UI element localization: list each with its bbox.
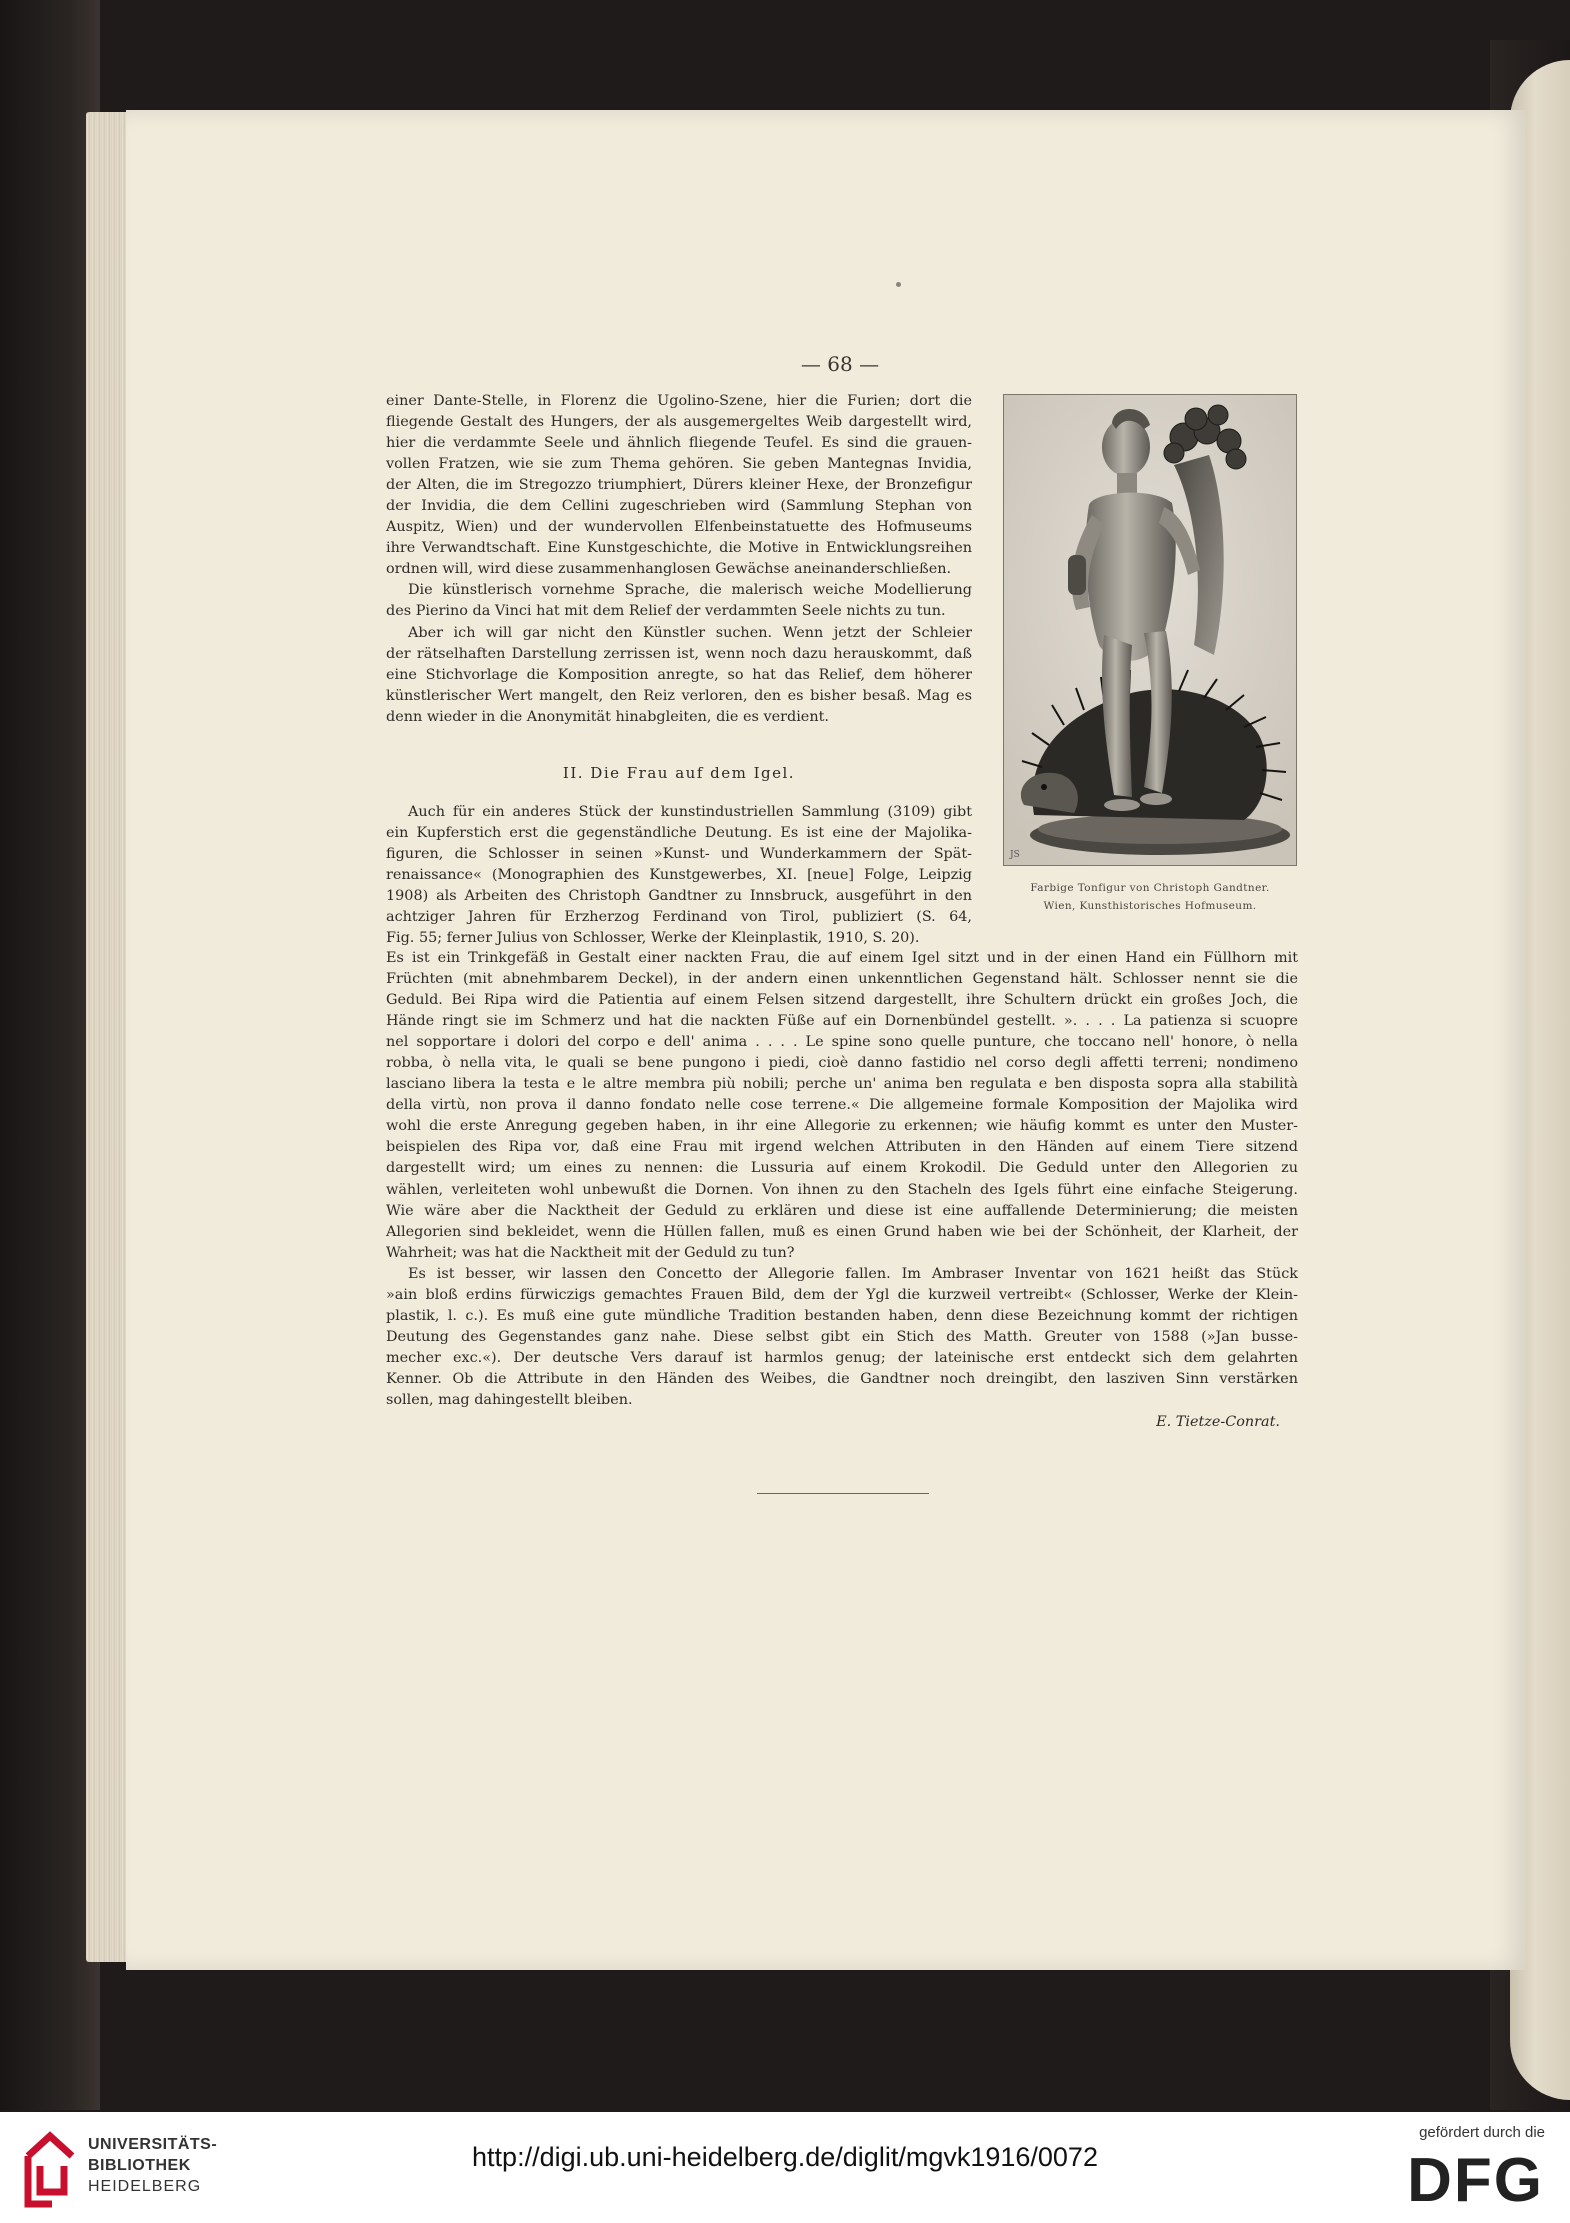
text-line: »ain bloß erdins fürwiczigs gemachtes Frauen Bild, dem der Ygl die kurzweil vertreibt« (Schlosser, Werke der Klein- — [386, 1286, 1298, 1303]
author-signature: E. Tietze-Conrat. — [1156, 1414, 1280, 1430]
text-line: Allegorien sind bekleidet, wenn die Hüllen fallen, muß es einen Grund haben wie bei der Schönheit, der Klarheit, der — [386, 1223, 1298, 1240]
text-line: fliegende Gestalt des Hungers, der als ausgemergeltes Weib dargestellt wird, — [386, 414, 972, 431]
text-line: hier die verdammte Seele und ähnlich fliegende Teufel. Es sind die grauen- — [386, 435, 972, 452]
text-line: 1908) als Arbeiten des Christoph Gandtner zu Innsbruck, ausgeführt in den — [386, 888, 972, 905]
text-line: Auspitz, Wien) und der wundervollen Elfenbeinstatuette des Hofmuseums — [386, 519, 972, 536]
text-line: beispielen des Ripa vor, daß eine Frau mit irgend welchen Attributen in den Händen auf einem Tiere sitzend — [386, 1139, 1298, 1156]
text-line: Hände ringt sie im Schmerz und hat die nackten Füße auf ein Dornenbündel gestellt. ». . . . La patienza si scuopre — [386, 1013, 1298, 1030]
article-column-top — [386, 391, 972, 728]
text-line: Es ist besser, wir lassen den Concetto der Allegorie fallen. Im Ambraser Inventar von 1621 heißt das Stück — [408, 1265, 1298, 1282]
page-number: — 68 — — [800, 352, 880, 376]
text-line: Deutung des Gegenstandes ganz nahe. Diese selbst gibt ein Stich des Matth. Greuter von 1588 (»Jan busse- — [386, 1328, 1298, 1345]
sculpture-figure-image — [1004, 395, 1296, 865]
text-line: der rätselhaften Darstellung zerrissen ist, wenn noch dazu herauskommt, daß — [386, 645, 972, 662]
text-line: della virtù, non prova il danno fondato nelle cose terrene.« Die allgemeine formale Komposition der Majolika wird — [386, 1097, 1298, 1114]
text-line: wohl die erste Anregung gegeben haben, in ihr eine Allegorie zu erkennen; wie häufig kommt es unter den Muster- — [386, 1118, 1298, 1135]
text-line: der Alten, die im Stregozzo triumphiert, Dürers kleiner Hexe, der Bronzefigur — [386, 477, 972, 494]
paper-speck — [896, 282, 901, 287]
text-line: ihre Verwandtschaft. Eine Kunstgeschichte, die Motive in Entwicklungsreihen — [386, 540, 972, 557]
text-line: robba, ò nella vita, le quali se bene pungono i piedi, cioè danno fastidio nel corso degli affetti terreni; nondimeno — [386, 1055, 1298, 1072]
library-name-line-1[interactable]: UNIVERSITÄTS- — [88, 2136, 218, 2153]
text-line: Fig. 55; ferner Julius von Schlosser, Werke der Kleinplastik, 1910, S. 20). — [386, 930, 920, 947]
text-line: lasciano libera la testa e le altre membra più nobili; perche un' anima ben regulata e ben disposta sopra alla stabilità — [386, 1076, 1298, 1093]
end-rule — [757, 1493, 929, 1494]
text-line: renaissance« (Monographien des Kunstgewerbes, XI. [neue] Folge, Leipzig — [386, 867, 972, 884]
scan-left-margin — [0, 0, 100, 2110]
text-line: sollen, mag dahingestellt bleiben. — [386, 1391, 633, 1408]
text-line: einer Dante-Stelle, in Florenz die Ugolino-Szene, hier die Furien; dort die — [386, 393, 972, 409]
plate-mark: JS — [1010, 850, 1020, 860]
library-footer — [0, 2112, 1570, 2223]
text-line: Es ist ein Trinkgefäß in Gestalt einer nackten Frau, die auf einem Igel sitzt und in der einen Hand ein Füllhorn mit — [386, 950, 1298, 966]
text-line: Früchten (mit abnehmbarem Deckel), in der andern einen unkenntlichen Gegenstand hält. Schlosser nennt sie die — [386, 971, 1298, 988]
text-line: plastik, l. c.). Es muß eine gute mündliche Tradition bestanden haben, denn diese Bezeichnung kommt der richtigen — [386, 1307, 1298, 1324]
library-name-line-3[interactable]: HEIDELBERG — [88, 2178, 202, 2195]
text-line: wählen, verleiteten wohl unbewußt die Dornen. Von ihnen zu den Stacheln des Igels führt eine einfache Steigerung. — [386, 1181, 1298, 1198]
text-line: der Invidia, die dem Cellini zugeschrieben wird (Sammlung Stephan von — [386, 498, 972, 515]
sculpture-photograph — [1003, 394, 1297, 866]
text-line: Auch für ein anderes Stück der kunstindustriellen Sammlung (3109) gibt — [408, 804, 972, 820]
text-line: vollen Fratzen, wie sie zum Thema gehören. Sie geben Mantegnas Invidia, — [386, 456, 972, 473]
text-line: Die künstlerisch vornehme Sprache, die malerisch weiche Modellierung — [408, 582, 972, 599]
text-line: Wahrheit; was hat die Nacktheit mit der Geduld zu tun? — [386, 1244, 795, 1261]
text-line: Kenner. Ob die Attribute in den Händen des Weibes, die Gandtner noch dreingibt, den lasziven Sinn verstärken — [386, 1370, 1298, 1387]
article-column-section-two — [386, 802, 972, 949]
text-line: achtziger Jahren für Erzherzog Ferdinand von Tirol, publiziert (S. 64, — [386, 909, 972, 926]
figure-caption-line-1: Farbige Tonfigur von Christoph Gandtner. — [1030, 882, 1270, 894]
text-line: Wie wäre aber die Nacktheit der Geduld zu erklären und diese ist eine auffallende Determinierung; die meisten — [386, 1202, 1298, 1219]
text-line: mecher exc.«). Der deutsche Vers darauf ist harmlos genug; der lateinische erst entdeckt sich dem gelahrten — [386, 1349, 1298, 1366]
text-line: Aber ich will gar nicht den Künstler suchen. Wenn jetzt der Schleier — [408, 624, 972, 641]
permalink-url[interactable]: http://digi.ub.uni-heidelberg.de/diglit/mgvk1916/0072 — [472, 2142, 1098, 2172]
figure-caption-line-2: Wien, Kunsthistorisches Hofmuseum. — [1043, 900, 1257, 912]
text-line: figuren, die Schlosser in seinen »Kunst- und Wunderkammern der Spät- — [386, 846, 972, 863]
dfg-logo[interactable]: DFG — [1407, 2146, 1544, 2215]
article-body-full-width — [386, 948, 1298, 1411]
library-name-line-2[interactable]: BIBLIOTHEK — [88, 2157, 191, 2174]
text-line: denn wieder in die Anonymität hinabgleiten, die es verdient. — [386, 708, 829, 725]
text-line: nel sopportare i dolori del corpo e dell' anima . . . . Le spine sono quelle punture, che toccano nell' honore, ò nella — [386, 1034, 1298, 1051]
section-heading: II. Die Frau auf dem Igel. — [562, 764, 796, 782]
text-line: Geduld. Bei Ripa wird die Patientia auf einem Felsen sitzend dargestellt, ihre Schultern drückt ein großes Joch, die — [386, 992, 1298, 1009]
text-line: künstlerischer Wert mangelt, den Reiz verloren, den es bisher besaß. Mag es — [386, 687, 972, 704]
text-line: ordnen will, wird diese zusammenhanglosen Gewächse aneinanderschließen. — [386, 561, 952, 578]
text-line: des Pierino da Vinci hat mit dem Relief der verdammten Seele nichts zu tun. — [386, 603, 946, 620]
text-line: dargestellt wird; um eines zu nennen: die Lussuria auf einem Krokodil. Die Geduld unter den Allegorien zu — [386, 1160, 1298, 1177]
text-line: ein Kupferstich erst die gegenständliche Deutung. Es ist eine der Majolika- — [386, 825, 972, 842]
text-line: eine Stichvorlage die Komposition anregte, so hat das Relief, dem höherer — [386, 666, 972, 683]
sponsor-label: gefördert durch die — [1419, 2124, 1545, 2141]
